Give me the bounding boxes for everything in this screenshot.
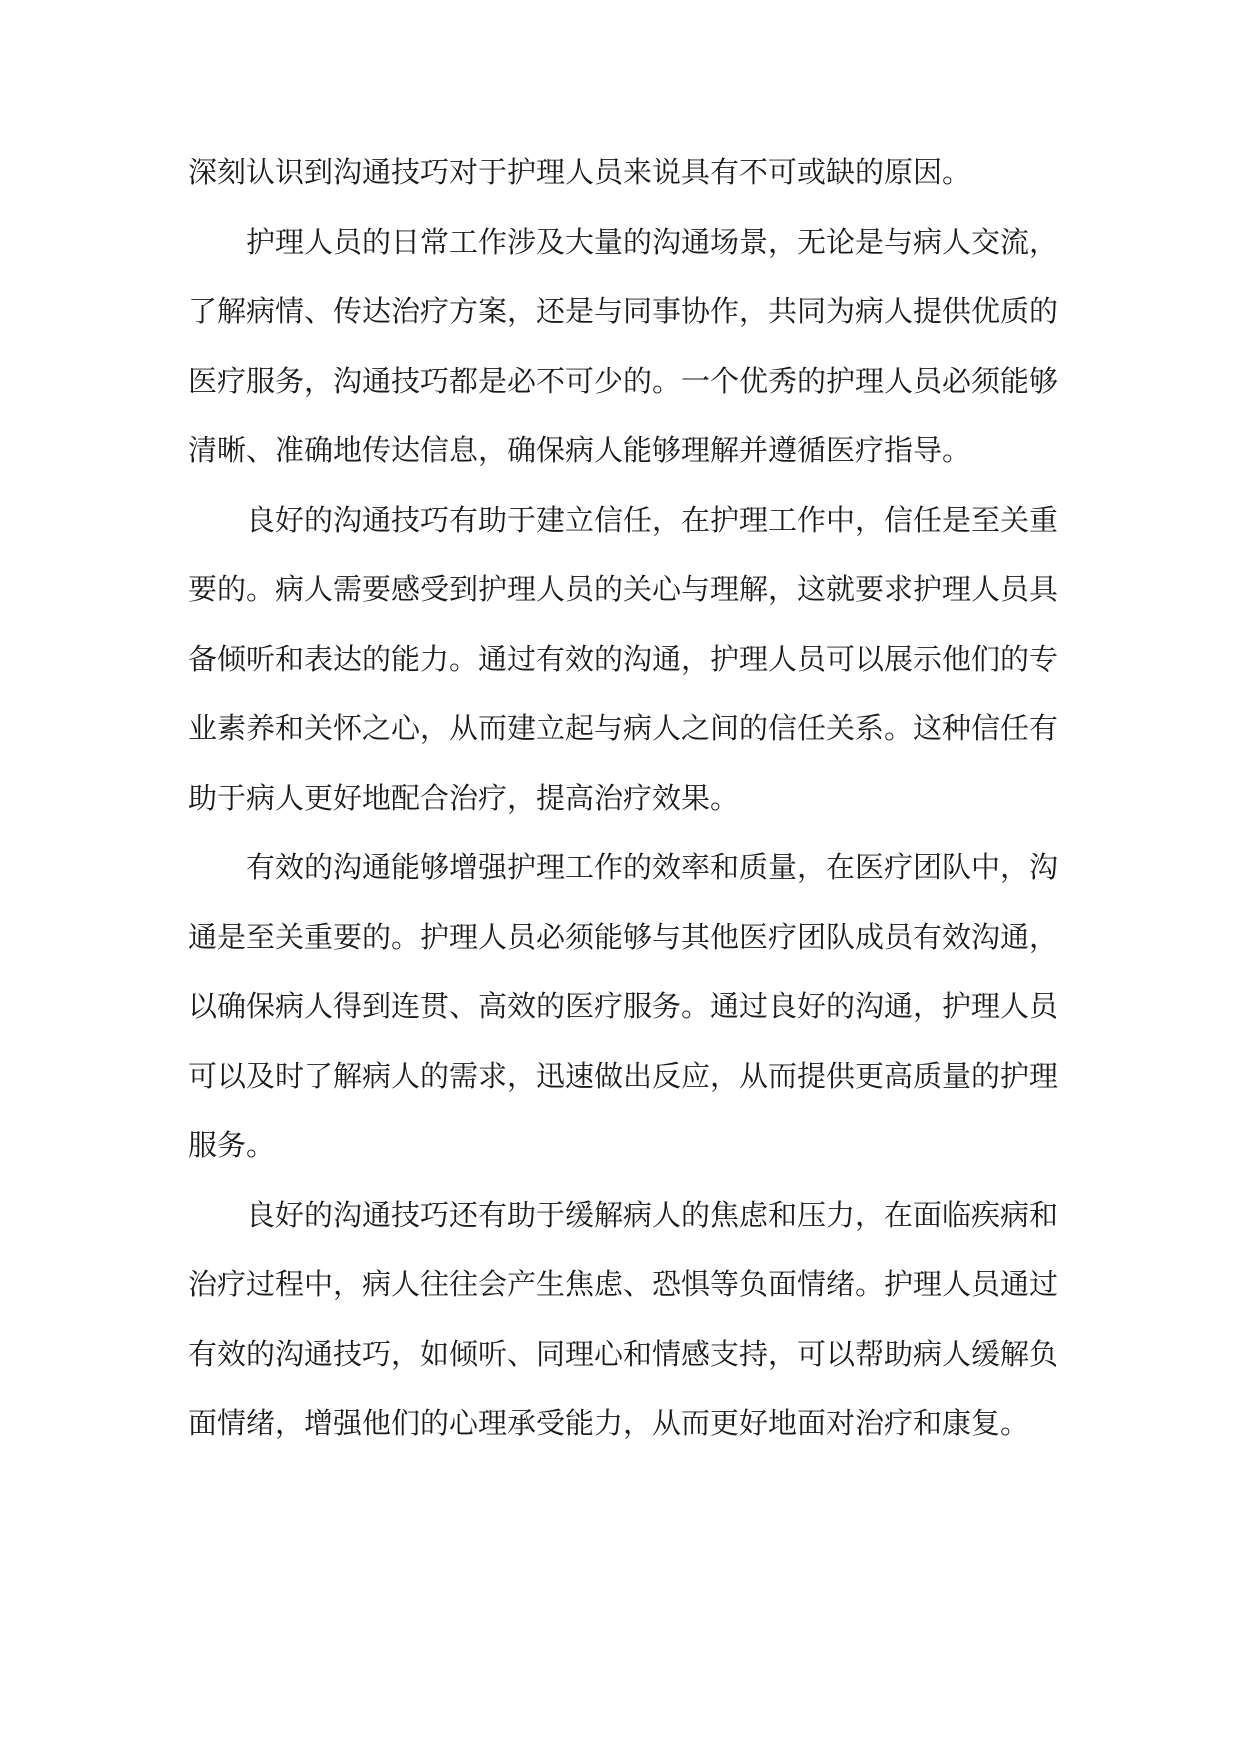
paragraph-continued: 深刻认识到沟通技巧对于护理人员来说具有不可或缺的原因。: [188, 155, 972, 189]
paragraph-efficiency: 有效的沟通能够增强护理工作的效率和质量，在医疗团队中，沟通是至关重要的。护理人员必须能够与其他医疗团队成员有效沟通，以确保病人得到连贯、高效的医疗服务。通过良好的沟通，护理人员可以及时了解病人的需求，迅速做出反应，从而提供更高质量的护理服务。: [188, 850, 1059, 1162]
body-text: [188, 138, 1058, 1459]
paragraph-anxiety: 良好的沟通技巧还有助于缓解病人的焦虑和压力，在面临疾病和治疗过程中，病人往往会产生焦虑、恐惧等负面情绪。护理人员通过有效的沟通技巧，如倾听、同理心和情感支持，可以帮助病人缓解负面情绪，增强他们的心理承受能力，从而更好地面对治疗和康复。: [188, 1197, 1059, 1440]
paragraph-daily-work: 护理人员的日常工作涉及大量的沟通场景，无论是与病人交流，了解病情、传达治疗方案，还是与同事协作，共同为病人提供优质的医疗服务，沟通技巧都是必不可少的。一个优秀的护理人员必须能够清晰、准确地传达信息，确保病人能够理解并遵循医疗指导。: [188, 224, 1059, 467]
paragraph-trust: 良好的沟通技巧有助于建立信任，在护理工作中，信任是至关重要的。病人需要感受到护理人员的关心与理解，这就要求护理人员具备倾听和表达的能力。通过有效的沟通，护理人员可以展示他们的专业素养和关怀之心，从而建立起与病人之间的信任关系。这种信任有助于病人更好地配合治疗，提高治疗效果。: [188, 502, 1059, 815]
